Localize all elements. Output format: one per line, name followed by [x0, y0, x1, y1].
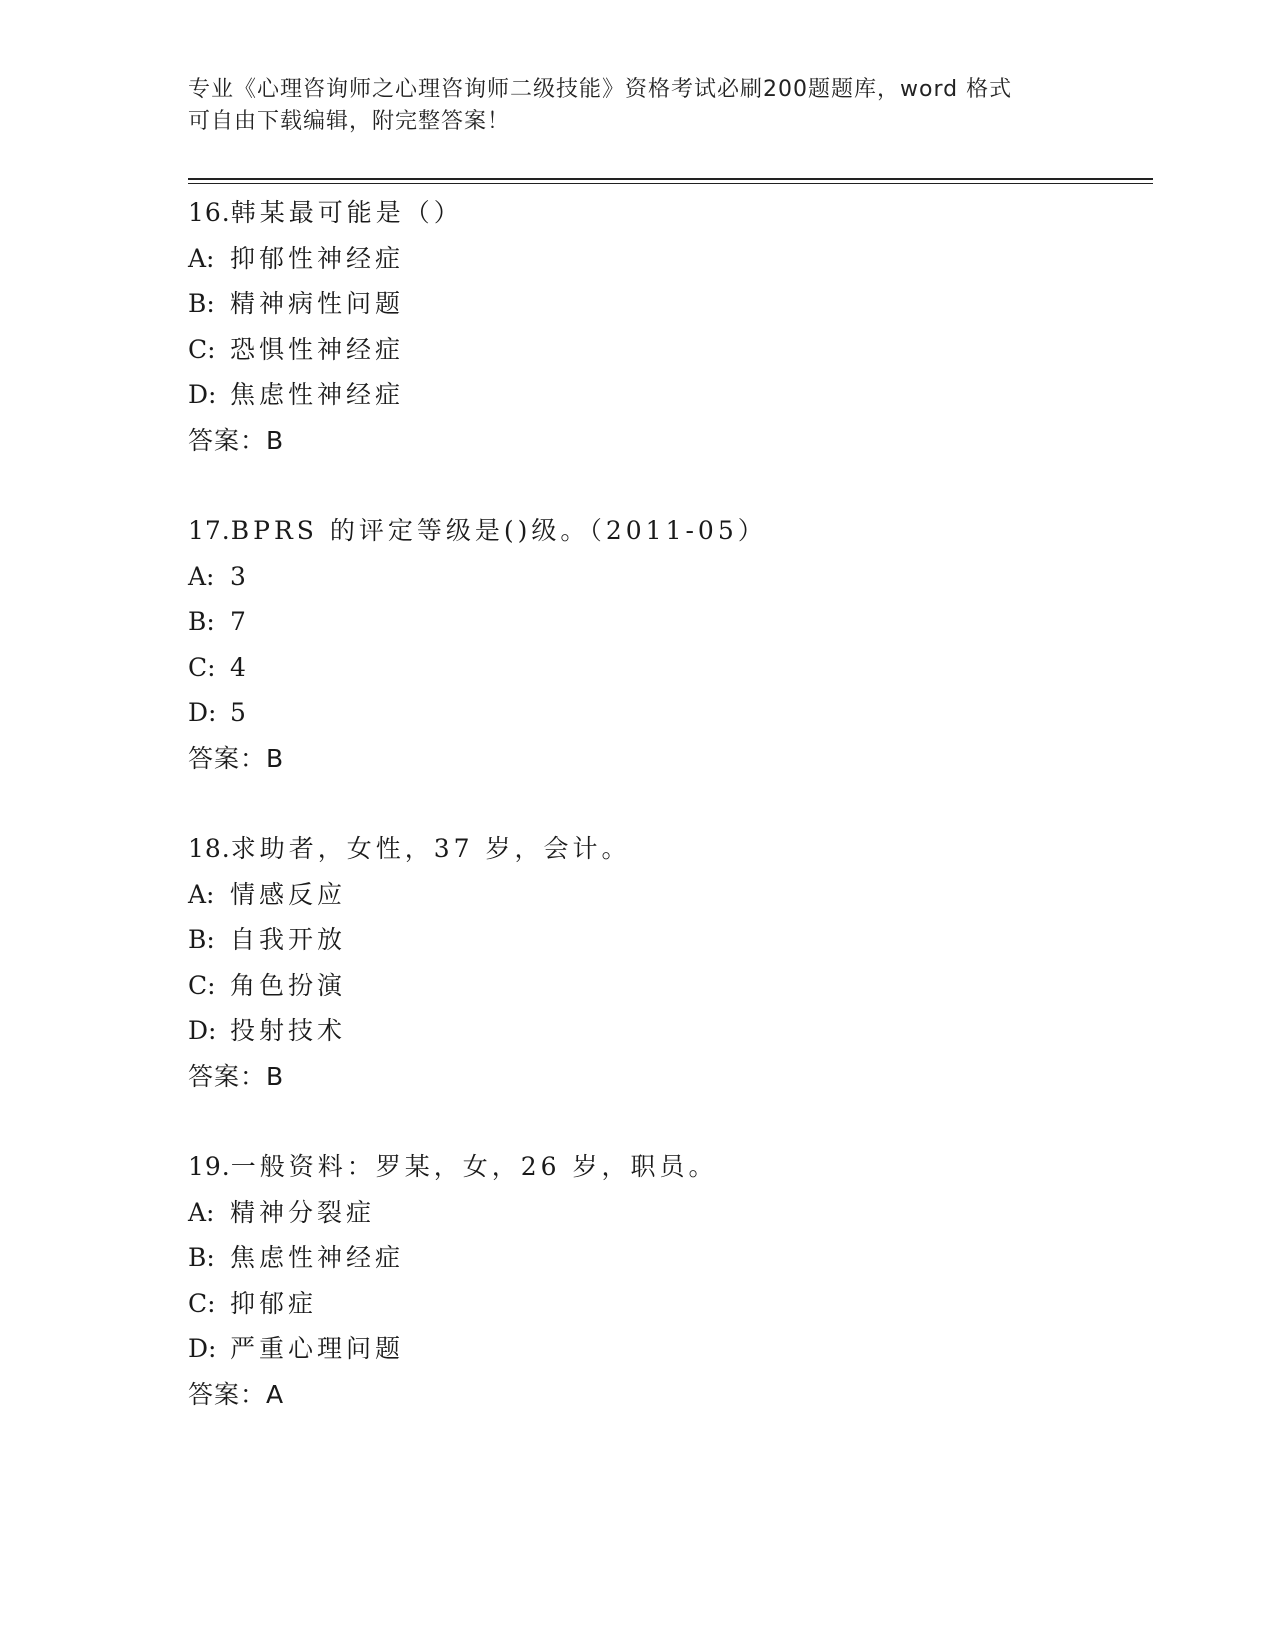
question-stem	[188, 826, 1088, 872]
question-list	[188, 190, 1088, 1462]
answer: 答案：B	[188, 425, 285, 455]
option-b	[188, 599, 1088, 645]
question-number: 18.	[188, 834, 231, 863]
option-letter: D:	[188, 1334, 217, 1363]
option-text: 5	[230, 698, 250, 727]
option-b	[188, 1235, 1088, 1281]
document-header	[188, 74, 1068, 138]
option-text: 自我开放	[230, 925, 347, 954]
option-letter: A:	[188, 243, 215, 273]
question-number: 17.	[188, 516, 231, 545]
question-16	[188, 190, 1088, 463]
question-stem	[188, 508, 1088, 554]
option-a	[188, 554, 1088, 600]
option-c	[188, 963, 1088, 1009]
header-divider-thin	[188, 183, 1153, 184]
option-text: 投射技术	[230, 1016, 347, 1045]
answer: 答案：B	[188, 1061, 285, 1091]
option-d	[188, 372, 1088, 418]
answer: 答案：A	[188, 1379, 285, 1409]
header-line-2: 可自由下载编辑，附完整答案！	[188, 109, 511, 134]
option-text: 焦虑性神经症	[230, 1243, 405, 1272]
question-stem	[188, 1144, 1088, 1190]
option-text: 恐惧性神经症	[230, 334, 405, 364]
option-text: 4	[230, 652, 250, 682]
option-letter: C:	[188, 334, 216, 364]
question-text: BPRS 的评定等级是()级。（2011-05）	[230, 516, 767, 545]
option-c	[188, 645, 1088, 691]
question-18	[188, 826, 1088, 1099]
option-letter: B:	[188, 1243, 215, 1272]
option-c	[188, 327, 1088, 373]
option-letter: B:	[188, 607, 215, 636]
option-d	[188, 1008, 1088, 1054]
option-text: 精神分裂症	[230, 1197, 376, 1227]
option-letter: D:	[188, 698, 217, 727]
option-text: 情感反应	[230, 879, 347, 909]
option-letter: A:	[188, 1197, 215, 1227]
answer: 答案：B	[188, 743, 285, 773]
option-d	[188, 1326, 1088, 1372]
question-number: 16.	[188, 198, 231, 227]
question-text: 一般资料：罗某，女，26 岁，职员。	[230, 1152, 718, 1181]
option-c	[188, 1281, 1088, 1327]
option-letter: C:	[188, 970, 216, 1000]
option-letter: B:	[188, 925, 215, 954]
option-letter: A:	[188, 561, 215, 591]
option-text: 抑郁症	[230, 1288, 318, 1318]
option-d	[188, 690, 1088, 736]
header-divider-thick	[188, 178, 1153, 180]
option-letter: C:	[188, 1288, 216, 1318]
option-text: 3	[230, 561, 250, 591]
option-text: 严重心理问题	[230, 1334, 405, 1363]
option-letter: D:	[188, 1016, 217, 1045]
option-letter: C:	[188, 652, 216, 682]
option-text: 精神病性问题	[230, 289, 405, 318]
option-a	[188, 236, 1088, 282]
header-line-1: 专业《心理咨询师之心理咨询师二级技能》资格考试必刷200题题库，word 格式	[188, 77, 1013, 102]
option-text: 焦虑性神经症	[230, 380, 405, 409]
option-letter: A:	[188, 879, 215, 909]
option-b	[188, 917, 1088, 963]
question-number: 19.	[188, 1152, 231, 1181]
question-stem	[188, 190, 1088, 236]
question-17	[188, 508, 1088, 781]
option-a	[188, 1190, 1088, 1236]
option-b	[188, 281, 1088, 327]
question-text: 求助者，女性，37 岁，会计。	[230, 834, 631, 863]
option-text: 角色扮演	[230, 970, 347, 1000]
option-letter: B:	[188, 289, 215, 318]
option-a	[188, 872, 1088, 918]
option-text: 抑郁性神经症	[230, 243, 405, 273]
question-19	[188, 1144, 1088, 1417]
question-text: 韩某最可能是（）	[230, 198, 463, 227]
option-letter: D:	[188, 380, 217, 409]
option-text: 7	[230, 607, 250, 636]
